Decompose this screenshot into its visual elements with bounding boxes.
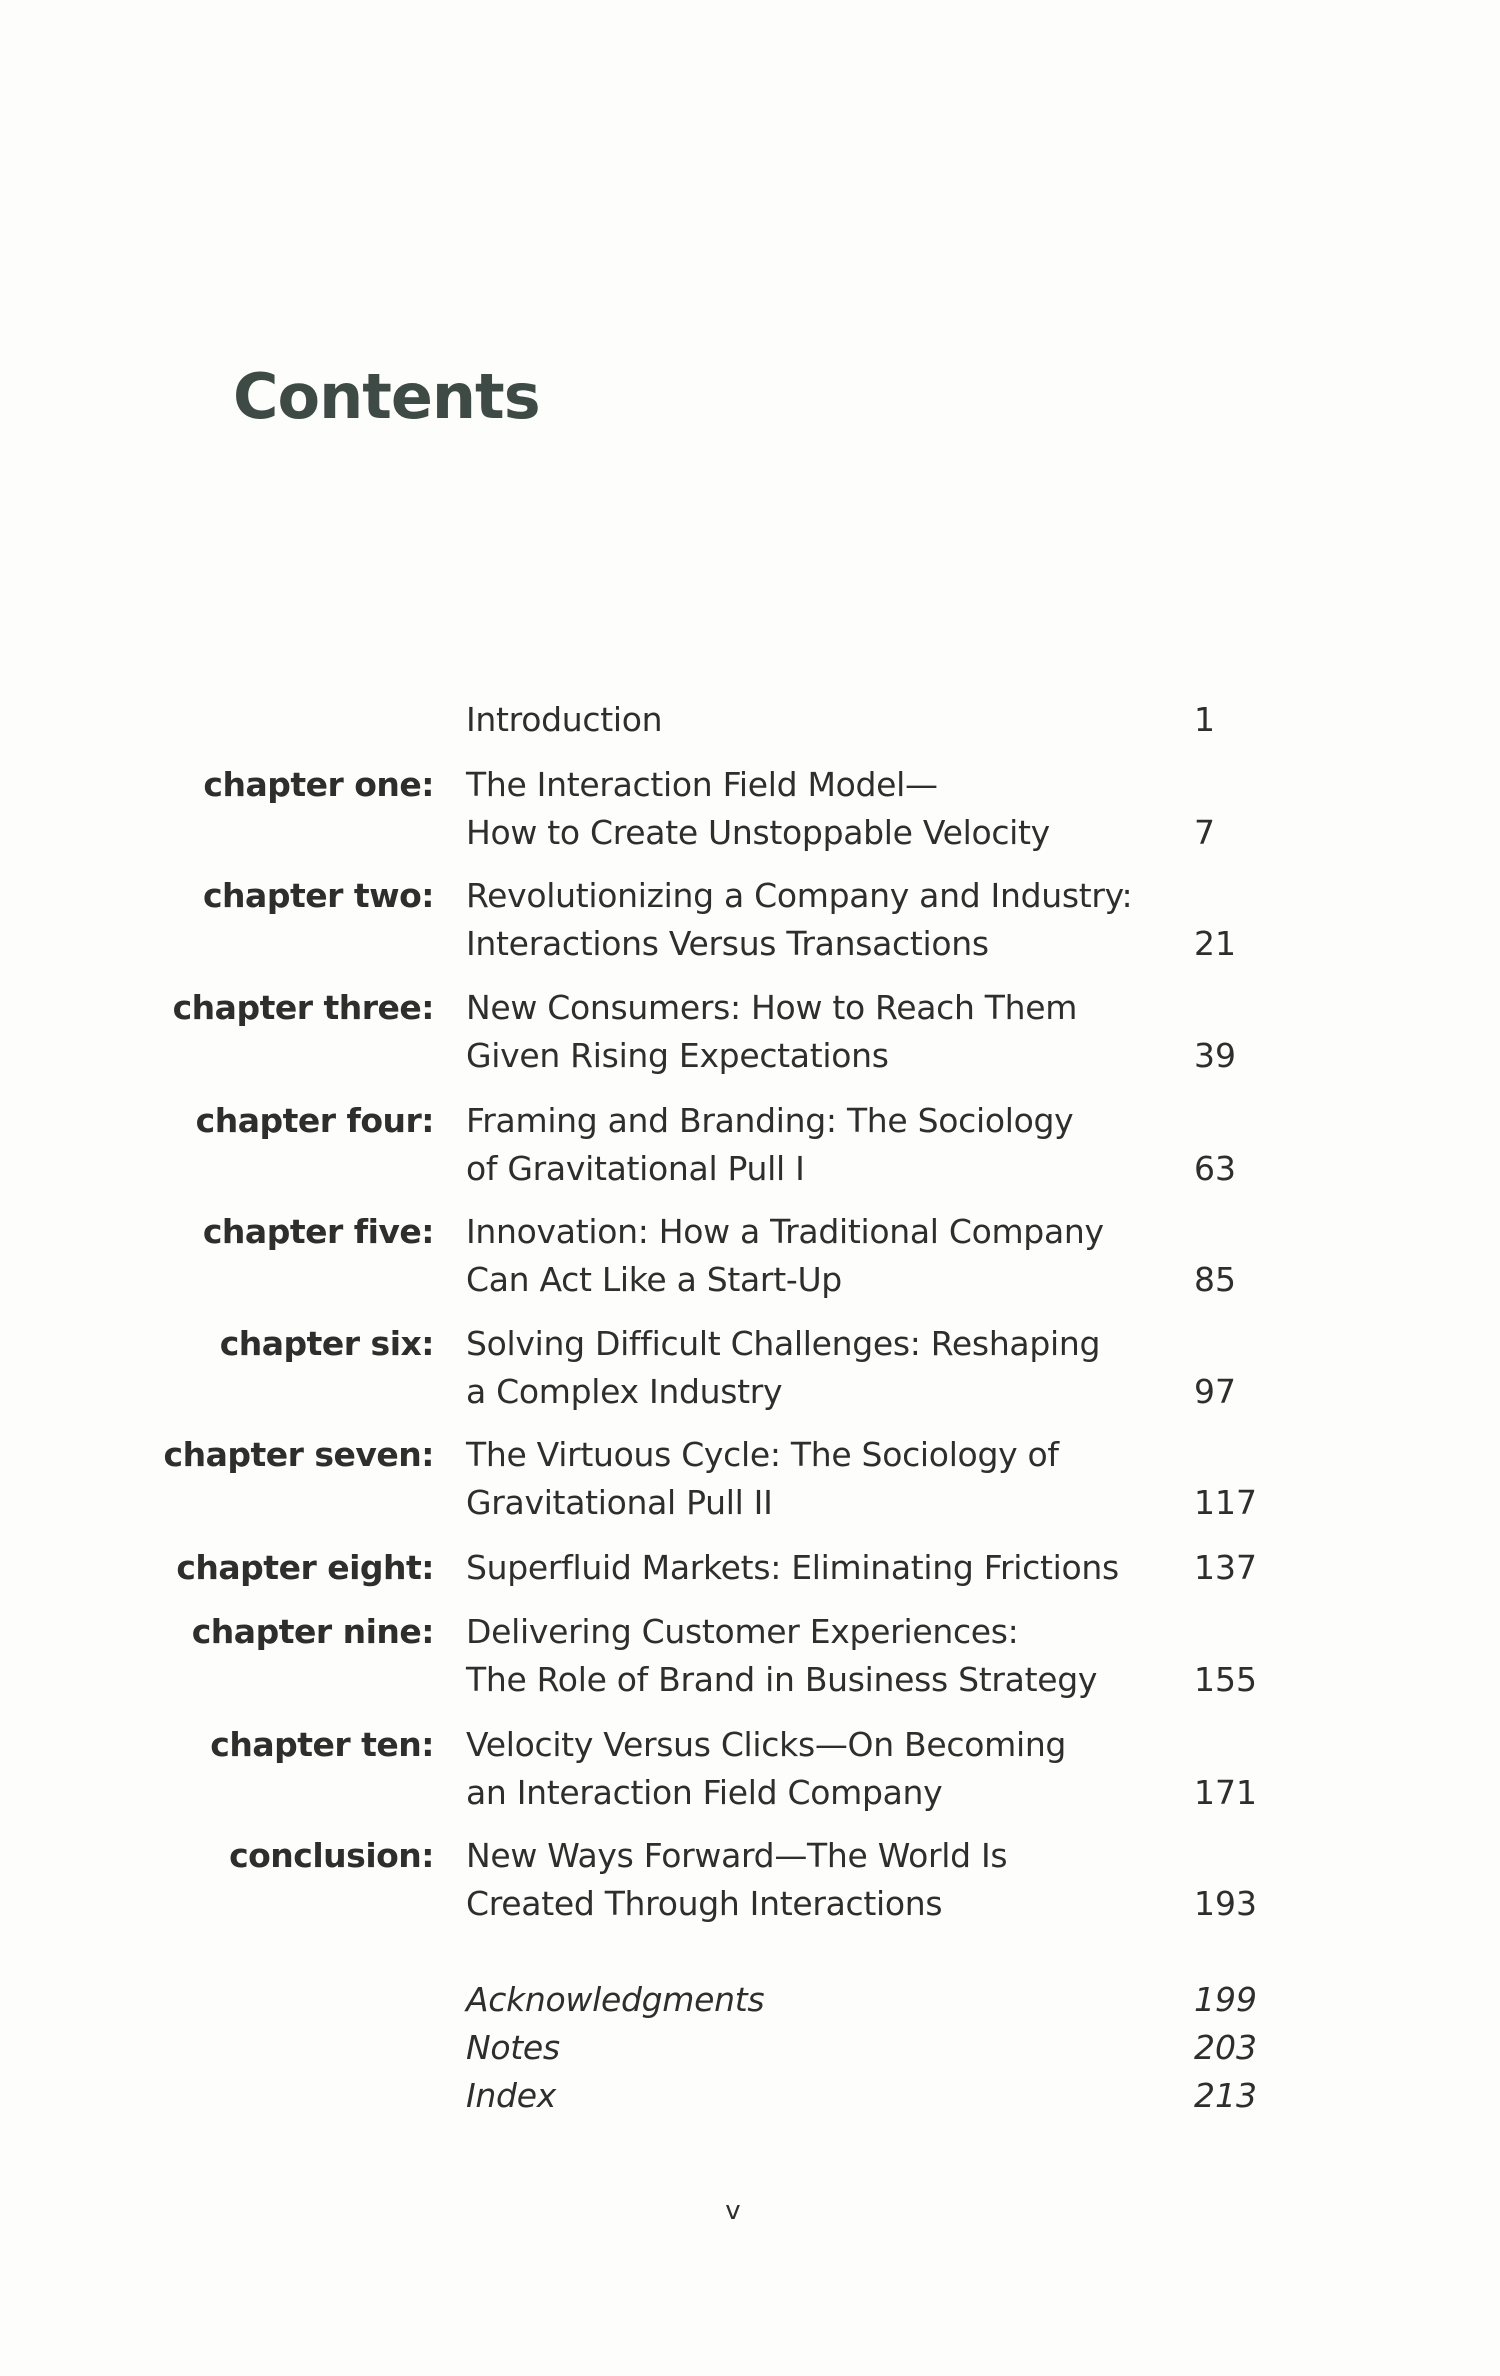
- chapter-title-line: The Virtuous Cycle: The Sociology of: [466, 1435, 1059, 1474]
- page-number-ref: 117: [1194, 1483, 1257, 1522]
- page-number-ref: 213: [1194, 2076, 1257, 2115]
- chapter-title-line: New Ways Forward—The World Is: [466, 1836, 1008, 1875]
- chapter-title-line: Superfluid Markets: Eliminating Frictions: [466, 1548, 1119, 1587]
- page-number-ref: 155: [1194, 1660, 1257, 1699]
- chapter-label: chapter three:: [172, 988, 434, 1027]
- chapter-title-line: The Interaction Field Model—: [466, 765, 938, 804]
- chapter-label: chapter four:: [195, 1101, 434, 1140]
- chapter-label: chapter two:: [203, 876, 434, 915]
- back-matter-title: Acknowledgments: [466, 1980, 765, 2019]
- chapter-title-line: Introduction: [466, 700, 663, 739]
- chapter-label: chapter ten:: [210, 1725, 434, 1764]
- chapter-title-line: an Interaction Field Company: [466, 1773, 943, 1812]
- page-title: Contents: [233, 360, 540, 433]
- chapter-title-line: Delivering Customer Experiences:: [466, 1612, 1019, 1651]
- chapter-title-line: New Consumers: How to Reach Them: [466, 988, 1078, 1027]
- page-number: v: [725, 2196, 741, 2226]
- chapter-title-line: Given Rising Expectations: [466, 1036, 889, 1075]
- chapter-title-line: Innovation: How a Traditional Company: [466, 1212, 1104, 1251]
- chapter-title-line: Created Through Interactions: [466, 1884, 943, 1923]
- page-number-ref: 171: [1194, 1773, 1257, 1812]
- page-number-ref: 63: [1194, 1149, 1236, 1188]
- chapter-title-line: a Complex Industry: [466, 1372, 783, 1411]
- chapter-label: chapter seven:: [163, 1435, 434, 1474]
- chapter-title-line: of Gravitational Pull I: [466, 1149, 805, 1188]
- chapter-title-line: Gravitational Pull II: [466, 1483, 773, 1522]
- chapter-label: chapter five:: [202, 1212, 434, 1251]
- page-number-ref: 85: [1194, 1260, 1236, 1299]
- chapter-label: conclusion:: [229, 1836, 434, 1875]
- chapter-title-line: Revolutionizing a Company and Industry:: [466, 876, 1133, 915]
- chapter-label: chapter six:: [219, 1324, 434, 1363]
- chapter-title-line: How to Create Unstoppable Velocity: [466, 813, 1050, 852]
- chapter-label: chapter one:: [203, 765, 434, 804]
- page-number-ref: 137: [1194, 1548, 1257, 1587]
- chapter-title-line: Interactions Versus Transactions: [466, 924, 989, 963]
- page-number-ref: 193: [1194, 1884, 1257, 1923]
- page-number-ref: 7: [1194, 813, 1215, 852]
- back-matter-title: Notes: [466, 2028, 560, 2067]
- chapter-title-line: Velocity Versus Clicks—On Becoming: [466, 1725, 1067, 1764]
- page-number-ref: 203: [1194, 2028, 1257, 2067]
- page-number-ref: 199: [1194, 1980, 1257, 2019]
- chapter-title-line: Can Act Like a Start-Up: [466, 1260, 842, 1299]
- chapter-label: chapter nine:: [191, 1612, 434, 1651]
- page-number-ref: 39: [1194, 1036, 1236, 1075]
- page-number-ref: 1: [1194, 700, 1215, 739]
- chapter-title-line: Framing and Branding: The Sociology: [466, 1101, 1074, 1140]
- page-number-ref: 21: [1194, 924, 1236, 963]
- back-matter-title: Index: [466, 2076, 556, 2115]
- chapter-title-line: The Role of Brand in Business Strategy: [466, 1660, 1098, 1699]
- page-number-ref: 97: [1194, 1372, 1236, 1411]
- chapter-label: chapter eight:: [176, 1548, 434, 1587]
- chapter-title-line: Solving Difficult Challenges: Reshaping: [466, 1324, 1101, 1363]
